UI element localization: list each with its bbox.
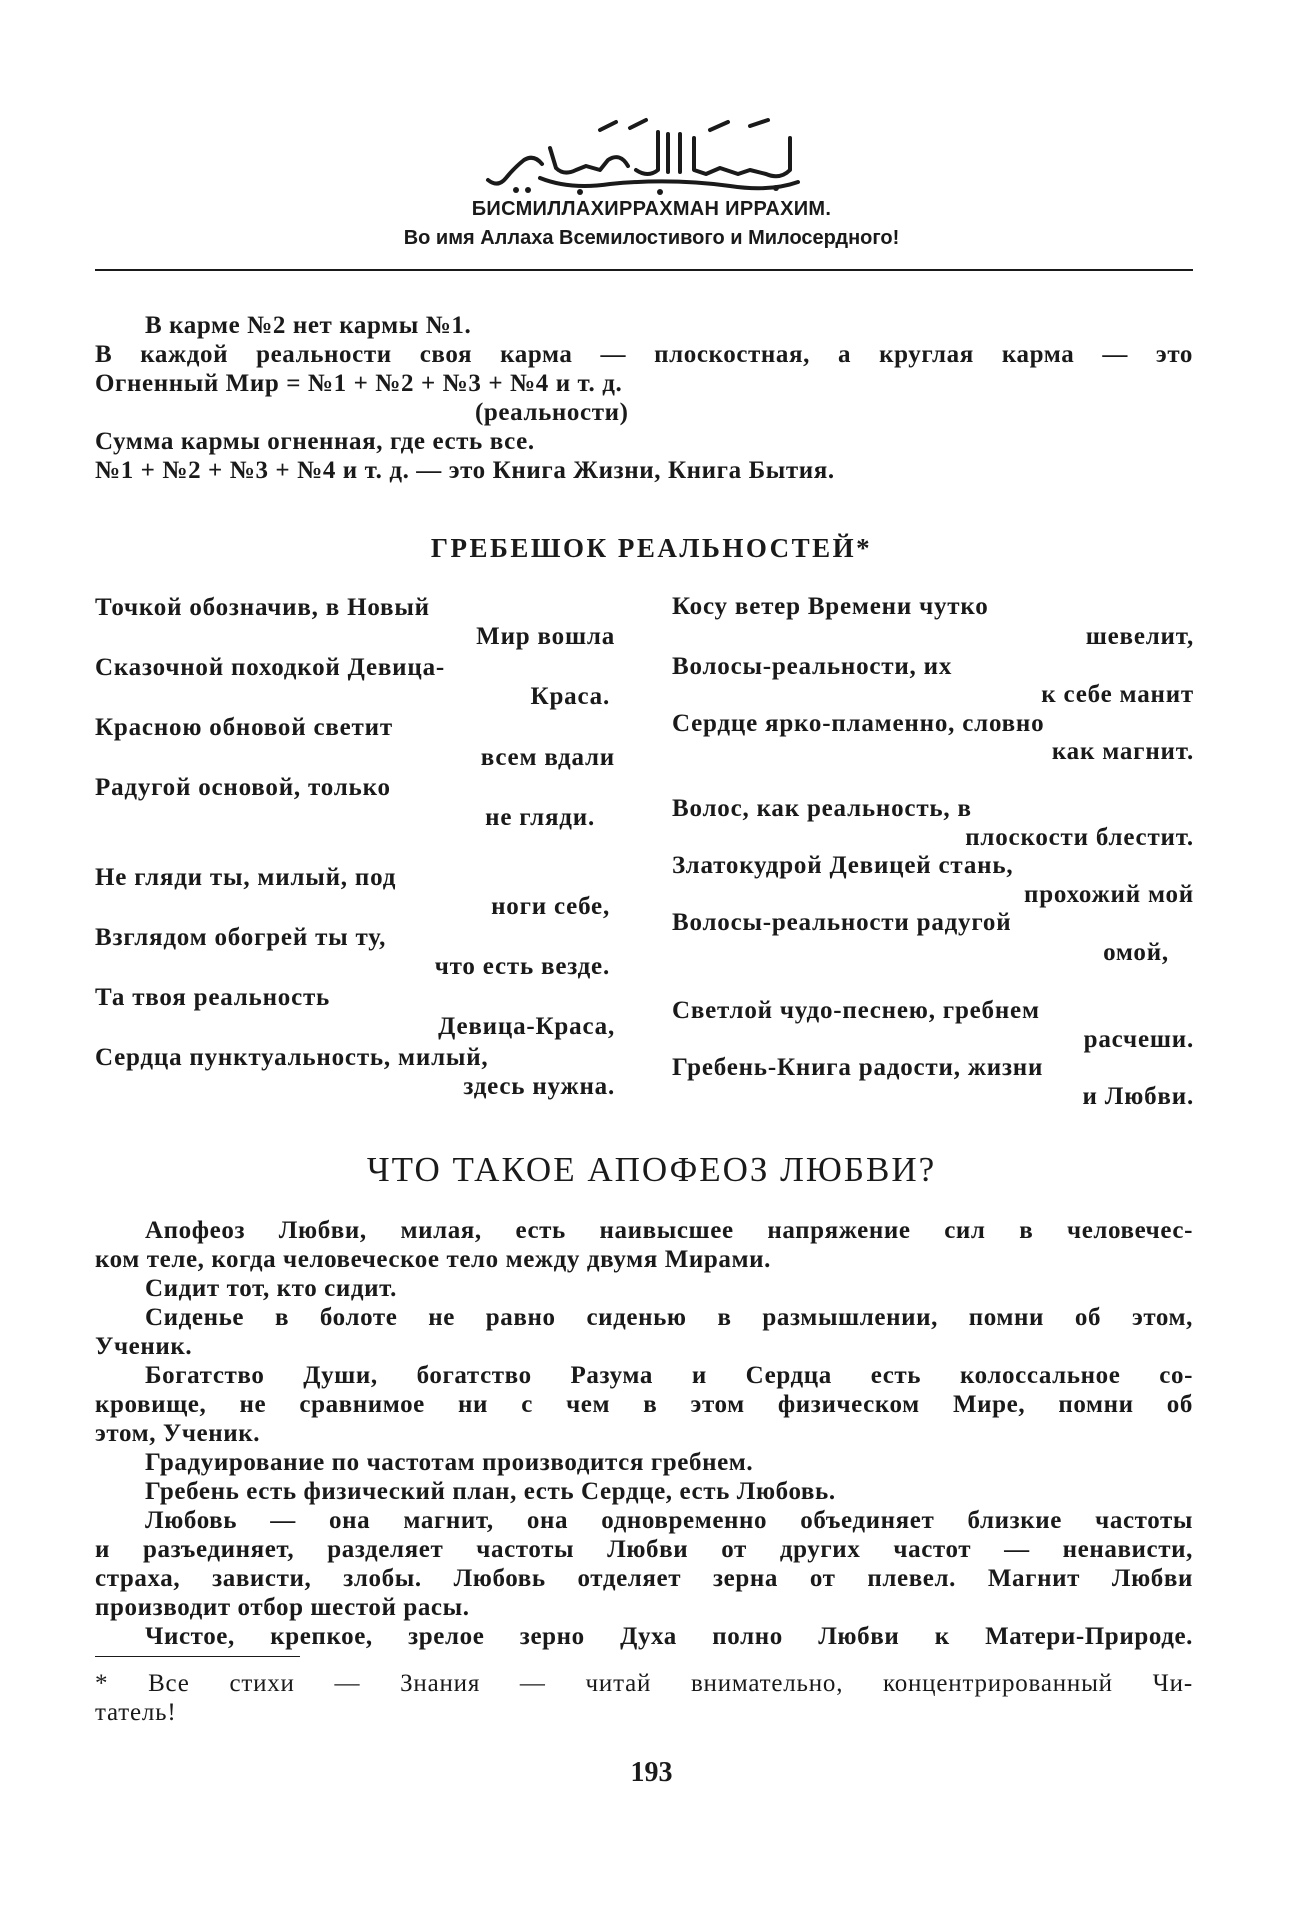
poem-line: Волос, как реальность, в [672, 795, 972, 822]
prose-line: Богатство Души, богатство Разума и Сердца есть колоссальное со- [145, 1362, 1193, 1389]
poem-line: шевелит, [1085, 623, 1194, 650]
poem-line: Златокудрой Девицей стань, [672, 852, 1014, 879]
intro-line: Огненный Мир = №1 + №2 + №3 + №4 и т. д. [95, 370, 623, 397]
poem-line: Сердца пунктуальность, милый, [95, 1044, 489, 1071]
prose-line: Любовь — она магнит, она одновременно объединяет близкие частоты [145, 1507, 1193, 1534]
footnote-line: * Все стихи — Знания — читай внимательно, концентрированный Чи- [95, 1670, 1193, 1697]
prose-line: Чистое, крепкое, зрелое зерно Духа полно Любви к Матери-Природе. [145, 1623, 1193, 1650]
poem-line: как магнит. [1051, 738, 1194, 765]
poem-line: что есть везде. [434, 953, 610, 980]
footnote-line: татель! [95, 1699, 177, 1726]
prose-line: Апофеоз Любви, милая, есть наивысшее напряжение сил в человечес- [145, 1217, 1193, 1244]
poem-line: ноги себе, [491, 893, 610, 920]
poem-line: Девица-Краса, [438, 1013, 615, 1040]
poem-line: Точкой обозначив, в Новый [95, 594, 430, 621]
intro-line: №1 + №2 + №3 + №4 и т. д. — это Книга Жизни, Книга Бытия. [95, 457, 835, 484]
bismillah-translation: Во имя Аллаха Всемилостивого и Милосердного! [403, 227, 900, 249]
poem-line: Взглядом обогрей ты ту, [95, 924, 387, 951]
bismillah-calligraphy [480, 108, 810, 198]
poem-line: плоскости блестит. [965, 824, 1194, 851]
prose-line: и разъединяет, разделяет частоты Любви от других частот — ненависти, [95, 1536, 1193, 1563]
prose-line: Сидит тот, кто сидит. [145, 1275, 397, 1302]
poem-line: и Любви. [1082, 1083, 1194, 1110]
poem-line: Волосы-реальности радугой [672, 909, 1012, 936]
section-heading: ЧТО ТАКОЕ АПОФЕОЗ ЛЮБВИ? [366, 1150, 937, 1189]
prose-line: кровище, не сравнимое ни с чем в этом физическом Мире, помни об [95, 1391, 1193, 1418]
prose-line: Ученик. [95, 1333, 193, 1360]
poem-line: Та твоя реальность [95, 984, 331, 1011]
prose-line: производит отбор шестой расы. [95, 1594, 470, 1621]
prose-line: этом, Ученик. [95, 1420, 261, 1447]
poem-line: Косу ветер Времени чутко [672, 593, 989, 620]
poem-line: Светлой чудо-песнею, гребнем [672, 997, 1040, 1024]
poem-line: Сказочной походкой Девица- [95, 654, 446, 681]
intro-line: В карме №2 нет кармы №1. [145, 312, 472, 339]
poem-line: Краса. [530, 683, 610, 710]
intro-line: (реальности) [475, 399, 629, 426]
poem-line: Сердце ярко-пламенно, словно [672, 710, 1045, 737]
intro-line: В каждой реальности своя карма — плоскостная, а круглая карма — это [95, 341, 1193, 368]
prose-line: страха, зависти, злобы. Любовь отделяет зерна от плевел. Магнит Любви [95, 1565, 1193, 1592]
header-divider [95, 269, 1193, 271]
prose-line: Сиденье в болоте не равно сиденью в размышлении, помни об этом, [145, 1304, 1193, 1331]
poem-line: прохожий мой [1023, 881, 1194, 908]
prose-line: ком теле, когда человеческое тело между двумя Мирами. [95, 1246, 772, 1273]
intro-line: Сумма кармы огненная, где есть все. [95, 428, 535, 455]
poem-line: Красною обновой светит [95, 714, 393, 741]
page-number: 193 [630, 1757, 673, 1788]
poem-line: к себе манит [1041, 681, 1194, 708]
poem-line: всем вдали [480, 744, 615, 771]
poem-line: здесь нужна. [463, 1073, 615, 1100]
poem-line: Волосы-реальности, их [672, 653, 953, 680]
poem-line: расчеши. [1083, 1026, 1194, 1053]
poem-heading: ГРЕБЕШОК РЕАЛЬНОСТЕЙ* [430, 533, 873, 563]
footnote-divider [95, 1656, 300, 1657]
bismillah-transliteration: БИСМИЛЛАХИРРАХМАН ИРРАХИМ. [471, 198, 832, 220]
poem-line: Гребень-Книга радости, жизни [672, 1054, 1044, 1081]
poem-line: Мир вошла [476, 623, 615, 650]
poem-line: Не гляди ты, милый, под [95, 864, 397, 891]
prose-line: Гребень есть физический план, есть Сердце, есть Любовь. [145, 1478, 836, 1505]
poem-line: омой, [1103, 939, 1169, 966]
poem-line: Радугой основой, только [95, 774, 391, 801]
prose-line: Градуирование по частотам производится гребнем. [145, 1449, 754, 1476]
poem-line: не гляди. [485, 804, 595, 831]
